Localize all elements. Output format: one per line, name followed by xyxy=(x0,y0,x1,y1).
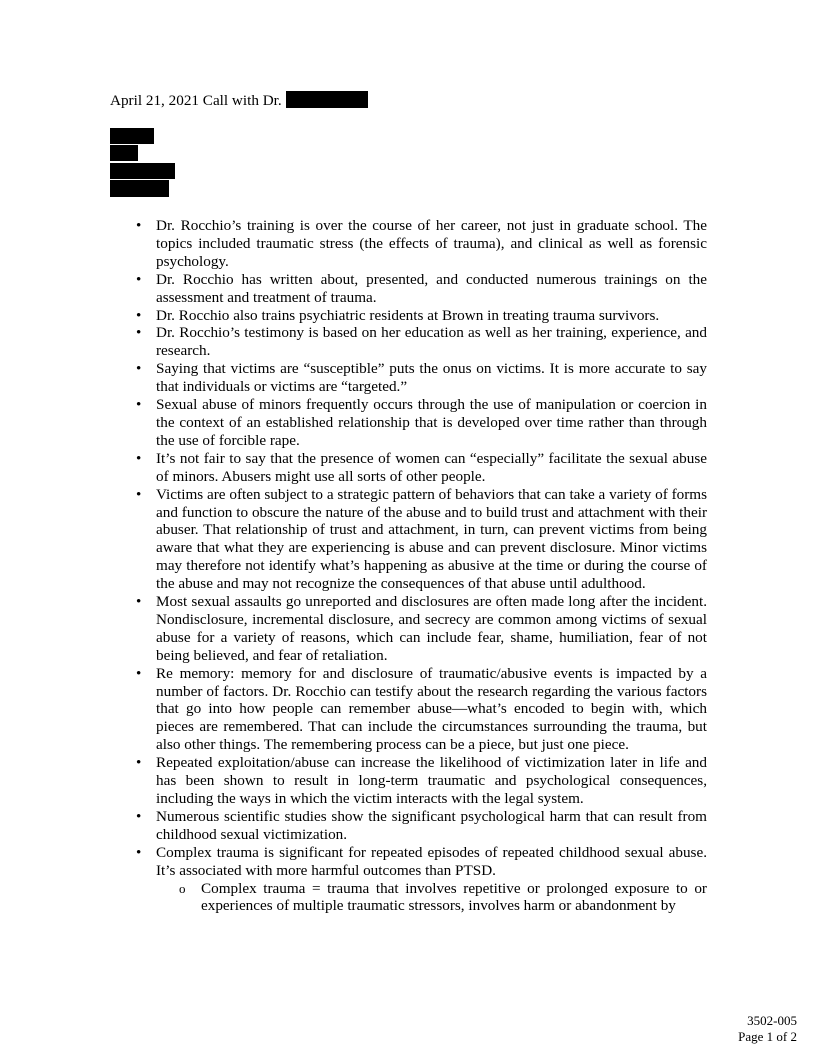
bullet-item-with-subitems xyxy=(156,844,707,916)
bullet-item: • Repeated exploitation/abuse can increase the likelihood of victimization later in life and has been shown to result in long-term traumatic and psychological consequences, including the ways in which the victim interacts with the legal system. xyxy=(156,754,707,808)
page-title-text: April 21, 2021 Call with Dr. xyxy=(110,92,282,109)
bullet-item: • Saying that victims are “susceptible” puts the onus on victims. It is more accurate to say that individuals or victims are “targeted.” xyxy=(156,360,707,396)
page-title xyxy=(110,91,368,110)
bullet-item: • Victims are often subject to a strategic pattern of behaviors that can take a variety of forms and function to obscure the nature of the abuse and to build trust and attachment with their abuser. That relationship of trust and attachment, in turn, can prevent victims from being aware that what they are experiencing is abuse and can prevent disclosure. Minor victims may therefore not identify what’s happening as abusive at the time or during the course of the abuse and may not recognize the consequences of that abuse until adulthood. xyxy=(156,486,707,593)
redaction-bar xyxy=(110,145,138,161)
bullet-item: • Dr. Rocchio’s training is over the course of her career, not just in graduate school. The topics included traumatic stress (the effects of trauma), and clinical as well as forensic psychology. xyxy=(156,217,707,271)
bullet-item: • Numerous scientific studies show the significant psychological harm that can result from childhood sexual victimization. xyxy=(156,808,707,844)
page-number: Page 1 of 2 xyxy=(738,1029,797,1044)
bullet-item: • It’s not fair to say that the presence of women can “especially” facilitate the sexual abuse of minors. Abusers might use all sorts of other people. xyxy=(156,450,707,486)
bullet-item: • Sexual abuse of minors frequently occurs through the use of manipulation or coercion in the context of an established relationship that is developed over time rather than through the use of forcible rape. xyxy=(156,396,707,450)
sub-bullet-list xyxy=(156,880,707,916)
redaction-bar xyxy=(110,163,175,179)
redaction-bar xyxy=(286,91,368,108)
bullet-item: • Dr. Rocchio has written about, presented, and conducted numerous trainings on the assessment and treatment of trauma. xyxy=(156,271,707,307)
sub-bullet-item: o Complex trauma = trauma that involves repetitive or prolonged exposure to or experiences of multiple traumatic stressors, involves harm or abandonment by xyxy=(201,880,707,916)
redaction-bar xyxy=(110,180,169,197)
page-footer xyxy=(738,1013,797,1045)
bullet-item: • Dr. Rocchio also trains psychiatric residents at Brown in treating trauma survivors. xyxy=(156,307,707,325)
bullet-item-text: Complex trauma is significant for repeated episodes of repeated childhood sexual abuse. It’s associated with more harmful outcomes than PTSD. xyxy=(156,843,707,879)
document-number: 3502-005 xyxy=(747,1013,797,1028)
bullet-list xyxy=(156,217,707,915)
bullet-item: • Most sexual assaults go unreported and disclosures are often made long after the incident. Nondisclosure, incremental disclosure, and secrecy are common among victims of sexual abuse for a variety of reasons, which can include fear, shame, humiliation, fear of not being believed, and fear of retaliation. xyxy=(156,593,707,665)
bullet-item: • Re memory: memory for and disclosure of traumatic/abusive events is impacted by a number of factors. Dr. Rocchio can testify about the research regarding the various factors that go into how people can remember abuse—what’s encoded to begin with, which pieces are remembered. That can include the circumstances surrounding the trauma, but also other things. The remembering process can be a piece, but just one piece. xyxy=(156,665,707,755)
redaction-bar xyxy=(110,128,154,144)
bullet-item: • Dr. Rocchio’s testimony is based on her education as well as her training, experience, and research. xyxy=(156,324,707,360)
